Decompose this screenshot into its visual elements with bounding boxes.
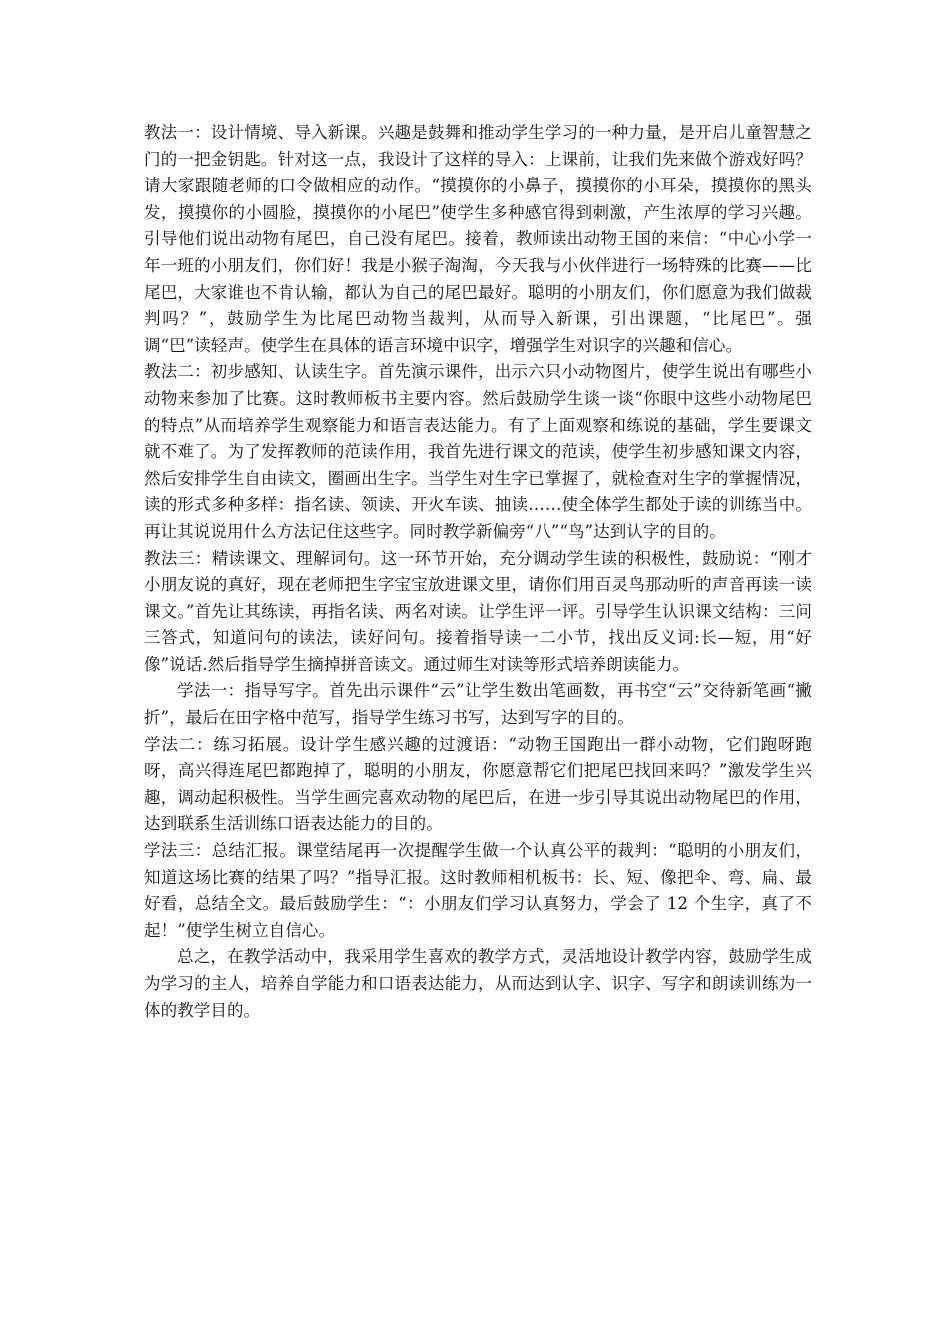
paragraph-xuefa-1: 学法一：指导写字。首先出示课件“云”让学生数出笔画数，再书空“云”交待新笔画“撇折”，最后在田字格中范写，指导学生练习书写，达到写字的目的。 — [144, 681, 812, 728]
paragraph-jiaofa-1: 教法一：设计情境、导入新课。兴趣是鼓舞和推动学生学习的一种力量，是开启儿童智慧之门的一把金钥匙。针对这一点，我设计了这样的导入：上课前，让我们先来做个游戏好吗？请大家跟随老师的口令做相应的动作。“摸摸你的小鼻子，摸摸你的小耳朵，摸摸你的黑头发，摸摸你的小圆脸，摸摸你的小尾巴”使学生多种感官得到刺激，产生浓厚的学习兴趣。引导他们说出动物有尾巴，自己没有尾巴。接着，教师读出动物王国的来信：“中心小学一年一班的小朋友们，你们好！我是小猴子淘淘，今天我与小伙伴进行一场特殊的比赛——比尾巴，大家谁也不肯认输，都认为自己的尾巴最好。聪明的小朋友们，你们愿意为我们做裁判吗？”，鼓励学生为比尾巴动物当裁判，从而导入新课，引出课题，“比尾巴”。强调“巴”读轻声。使学生在具体的语言环境中识字，增强学生对识字的兴趣和信心。 — [144, 123, 812, 355]
paragraph-jiaofa-2: 教法二：初步感知、认读生字。首先演示课件，出示六只小动物图片，使学生说出有哪些小动物来参加了比赛。这时教师板书主要内容。然后鼓励学生谈一谈“你眼中这些小动物尾巴的特点”从而培养学生观察能力和语言表达能力。有了上面观察和练说的基础，学生要课文就不难了。为了发挥教师的范读作用，我首先进行课文的范读，使学生初步感知课文内容，然后安排学生自由读文，圈画出生字。当学生对生字已掌握了，就检查对生字的掌握情况，读的形式多种多样：指名读、领读、开火车读、抽读……使全体学生都处于读的训练当中。再让其说说用什么方法记住这些字。同时教学新偏旁“八”“鸟”达到认字的目的。 — [144, 362, 812, 541]
paragraph-xuefa-2: 学法二：练习拓展。设计学生感兴趣的过渡语：“动物王国跑出一群小动物，它们跑呀跑呀，高兴得连尾巴都跑掉了，聪明的小朋友，你愿意帮它们把尾巴找回来吗？”激发学生兴趣，调动起积极性。当学生画完喜欢动物的尾巴后，在进一步引导其说出动物尾巴的作用，达到联系生活训练口语表达能力的目的。 — [144, 734, 812, 834]
paragraph-jiaofa-3: 教法三：精读课文、理解词句。这一环节开始，充分调动学生读的积极性，鼓励说：“刚才小朋友说的真好，现在老师把生字宝宝放进课文里，请你们用百灵鸟那动听的声音再读一读课文。”首先让其练读，再指名读、两名对读。让学生评一评。引导学生认识课文结构：三问三答式，知道问句的读法，读好问句。接着指导读一二小节，找出反义词:长—短，用“好像”说话.然后指导学生摘掉拼音读文。通过师生对读等形式培养朗读能力。 — [144, 548, 812, 674]
document-body — [144, 120, 812, 1024]
paragraph-xuefa-3: 学法三：总结汇报。课堂结尾再一次提醒学生做一个认真公平的裁判：“聪明的小朋友们，知道这场比赛的结果了吗？”指导汇报。这时教师相机板书：长、短、像把伞、弯、扁、最好看，总结全文。最后鼓励学生：“：小朋友们学习认真努力，学会了 12 个生字，真了不起！”使学生树立自信心。 — [144, 841, 812, 940]
paragraph-conclusion: 总之，在教学活动中，我采用学生喜欢的教学方式，灵活地设计教学内容，鼓励学生成为学习的主人，培养自学能力和口语表达能力，从而达到认字、识字、写字和朗读训练为一体的教学目的。 — [144, 947, 812, 1020]
